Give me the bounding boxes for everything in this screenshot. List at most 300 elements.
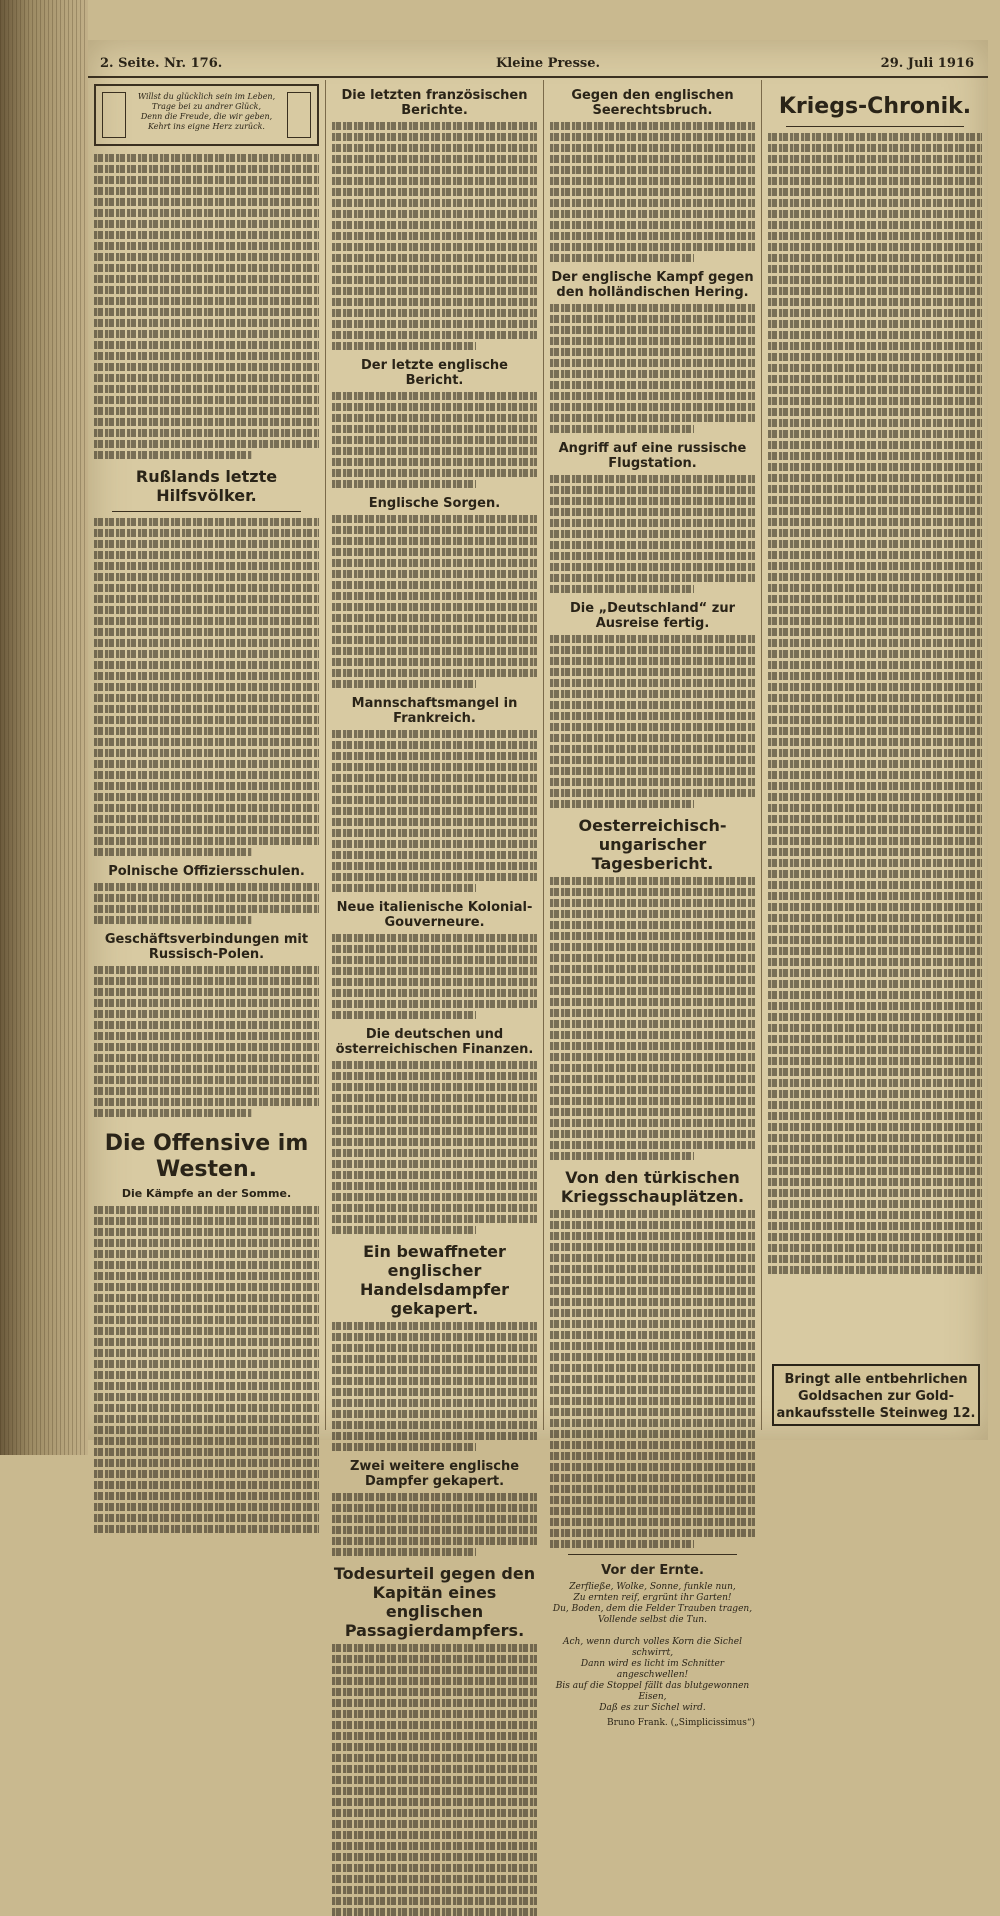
text-line bbox=[768, 540, 982, 548]
text-line bbox=[332, 155, 537, 163]
page-header bbox=[88, 54, 988, 78]
column-1 bbox=[88, 80, 326, 1430]
text-line bbox=[768, 1123, 982, 1131]
text-line bbox=[94, 429, 319, 437]
headline-deutschland: Die „Deutschland“ zur Ausreise fertig. bbox=[569, 601, 735, 631]
text-line bbox=[768, 298, 982, 306]
text-line bbox=[550, 1141, 755, 1149]
motto-box bbox=[94, 84, 319, 146]
text-line bbox=[94, 894, 319, 902]
text-line bbox=[550, 1031, 755, 1039]
text-line bbox=[332, 1377, 537, 1385]
text-line bbox=[94, 628, 319, 636]
text-line bbox=[550, 965, 755, 973]
text-line bbox=[94, 883, 319, 891]
text-line bbox=[94, 705, 319, 713]
text-line bbox=[332, 1820, 537, 1828]
text-line bbox=[332, 1732, 537, 1740]
text-line bbox=[332, 1094, 537, 1102]
gold-purchase-ad: Bringt alle entbehrlichen Goldsachen zur Gold-ankaufsstelle Steinweg 12. bbox=[772, 1364, 980, 1426]
text-line bbox=[332, 989, 537, 997]
text-line bbox=[550, 359, 755, 367]
text-line bbox=[550, 646, 755, 654]
text-line bbox=[768, 375, 982, 383]
text-line bbox=[768, 650, 982, 658]
text-line bbox=[550, 188, 755, 196]
text-line bbox=[332, 1366, 537, 1374]
text-line bbox=[332, 945, 537, 953]
headline-harvest-poem: Vor der Ernte. bbox=[601, 1563, 704, 1578]
text-line bbox=[332, 287, 537, 295]
text-line bbox=[550, 1221, 755, 1229]
divider bbox=[568, 1554, 737, 1555]
headline-austrian-report: Oesterreichisch-ungarischer Tagesbericht. bbox=[578, 816, 727, 873]
text-line bbox=[94, 966, 319, 974]
text-line bbox=[332, 537, 537, 545]
text-line bbox=[94, 418, 319, 426]
text-line bbox=[94, 1272, 319, 1280]
text-line bbox=[550, 1353, 755, 1361]
text-line bbox=[768, 1145, 982, 1153]
text-line bbox=[550, 734, 755, 742]
text-line bbox=[332, 1699, 537, 1707]
text-line bbox=[768, 441, 982, 449]
text-line bbox=[94, 341, 319, 349]
text-line bbox=[332, 741, 537, 749]
text-line bbox=[94, 1316, 319, 1324]
text-line bbox=[768, 738, 982, 746]
text-line bbox=[94, 1206, 319, 1214]
text-line bbox=[94, 694, 319, 702]
issue-date: 29. Juli 1916 bbox=[880, 56, 974, 71]
text-line bbox=[550, 745, 755, 753]
text-line bbox=[550, 1375, 755, 1383]
text-line bbox=[768, 1255, 982, 1263]
text-line bbox=[768, 936, 982, 944]
headline-herring: Der englische Kampf gegen den holländischen Hering. bbox=[551, 270, 754, 300]
text-line bbox=[94, 1426, 319, 1434]
text-line bbox=[768, 804, 982, 812]
text-line bbox=[332, 548, 537, 556]
text-line bbox=[550, 1331, 755, 1339]
text-line bbox=[94, 308, 319, 316]
text-line bbox=[332, 1666, 537, 1674]
text-line bbox=[768, 529, 982, 537]
text-line bbox=[94, 916, 252, 924]
text-line bbox=[768, 177, 982, 185]
text-line bbox=[332, 1116, 537, 1124]
text-line bbox=[768, 705, 982, 713]
text-line bbox=[332, 199, 537, 207]
text-line bbox=[768, 683, 982, 691]
text-line bbox=[550, 1086, 755, 1094]
text-line bbox=[332, 515, 537, 523]
text-line bbox=[768, 782, 982, 790]
text-line bbox=[332, 967, 537, 975]
text-line bbox=[550, 1020, 755, 1028]
headline-air-station: Angriff auf eine russische Flugstation. bbox=[558, 441, 747, 471]
text-line bbox=[550, 210, 755, 218]
text-line bbox=[332, 625, 537, 633]
text-line bbox=[332, 298, 537, 306]
text-line bbox=[332, 480, 476, 488]
text-line bbox=[94, 716, 319, 724]
text-line bbox=[94, 319, 319, 327]
text-line bbox=[94, 1481, 319, 1489]
text-line bbox=[332, 309, 537, 317]
text-line bbox=[332, 265, 537, 273]
text-line bbox=[332, 658, 537, 666]
text-line bbox=[332, 232, 537, 240]
text-line bbox=[94, 187, 319, 195]
text-line bbox=[768, 1068, 982, 1076]
text-line bbox=[332, 1831, 537, 1839]
text-line bbox=[550, 767, 755, 775]
text-line bbox=[332, 851, 537, 859]
text-line bbox=[768, 1101, 982, 1109]
text-line bbox=[768, 573, 982, 581]
text-line bbox=[94, 551, 319, 559]
text-line bbox=[332, 1226, 476, 1234]
text-line bbox=[550, 199, 755, 207]
text-line bbox=[94, 1415, 319, 1423]
text-line bbox=[332, 243, 537, 251]
text-line bbox=[768, 430, 982, 438]
text-line bbox=[768, 364, 982, 372]
text-line bbox=[332, 1204, 537, 1212]
text-line bbox=[94, 1010, 319, 1018]
text-line bbox=[94, 518, 319, 526]
text-line bbox=[332, 1504, 537, 1512]
text-line bbox=[94, 176, 319, 184]
text-line bbox=[550, 1452, 755, 1460]
text-line bbox=[768, 1046, 982, 1054]
text-line bbox=[768, 1211, 982, 1219]
text-line bbox=[94, 837, 319, 845]
text-line bbox=[332, 647, 537, 655]
text-line bbox=[332, 669, 537, 677]
text-line bbox=[550, 133, 755, 141]
text-line bbox=[332, 592, 537, 600]
text-line bbox=[332, 1515, 537, 1523]
text-line bbox=[768, 584, 982, 592]
text-line bbox=[94, 1261, 319, 1269]
text-line bbox=[550, 1243, 755, 1251]
text-line bbox=[768, 837, 982, 845]
text-line bbox=[332, 873, 537, 881]
text-line bbox=[94, 826, 319, 834]
text-line bbox=[332, 1655, 537, 1663]
text-line bbox=[332, 1149, 537, 1157]
text-line bbox=[94, 1437, 319, 1445]
text-line bbox=[550, 177, 755, 185]
text-line bbox=[550, 1397, 755, 1405]
text-line bbox=[550, 304, 755, 312]
text-line bbox=[768, 1222, 982, 1230]
text-line bbox=[332, 1644, 537, 1652]
text-line bbox=[768, 1079, 982, 1087]
text-line bbox=[332, 403, 537, 411]
text-line bbox=[768, 408, 982, 416]
text-line bbox=[550, 519, 755, 527]
headline-finances: Die deutschen und österreichischen Finanzen. bbox=[335, 1027, 534, 1057]
text-line bbox=[332, 1710, 537, 1718]
headline-polish-schools: Polnische Offiziersschulen. bbox=[108, 864, 305, 879]
text-line bbox=[94, 1514, 319, 1522]
text-line bbox=[768, 848, 982, 856]
text-line bbox=[768, 1200, 982, 1208]
text-line bbox=[94, 220, 319, 228]
text-line bbox=[94, 1305, 319, 1313]
text-line bbox=[332, 331, 537, 339]
text-line bbox=[550, 1232, 755, 1240]
headline-french-reports: Die letzten französischen Berichte. bbox=[341, 88, 528, 118]
text-line bbox=[332, 1160, 537, 1168]
text-line bbox=[94, 1360, 319, 1368]
text-line bbox=[94, 451, 252, 459]
text-line bbox=[332, 526, 537, 534]
text-line bbox=[94, 1109, 252, 1117]
text-line bbox=[332, 796, 537, 804]
text-line bbox=[332, 785, 537, 793]
text-line bbox=[94, 352, 319, 360]
headline-italian-governors: Neue italienische Kolonial-Gouverneure. bbox=[336, 900, 533, 930]
text-line bbox=[94, 1076, 319, 1084]
text-line bbox=[332, 392, 537, 400]
text-line bbox=[94, 374, 319, 382]
text-line bbox=[550, 1529, 755, 1537]
text-line bbox=[332, 1171, 537, 1179]
text-line bbox=[332, 978, 537, 986]
text-line bbox=[94, 1098, 319, 1106]
text-line bbox=[550, 1009, 755, 1017]
text-line bbox=[768, 1013, 982, 1021]
text-line bbox=[550, 1287, 755, 1295]
text-line bbox=[94, 1503, 319, 1511]
text-line bbox=[550, 998, 755, 1006]
text-line bbox=[550, 1342, 755, 1350]
text-line bbox=[94, 385, 319, 393]
text-line bbox=[94, 1043, 319, 1051]
text-line bbox=[332, 458, 537, 466]
text-line bbox=[332, 144, 537, 152]
text-line bbox=[768, 397, 982, 405]
text-line bbox=[94, 275, 319, 283]
text-line bbox=[768, 991, 982, 999]
headline-war-chronicle: Kriegs-Chronik. bbox=[778, 94, 972, 119]
text-line bbox=[768, 826, 982, 834]
text-line bbox=[332, 1410, 537, 1418]
text-line bbox=[94, 396, 319, 404]
text-line bbox=[768, 595, 982, 603]
text-line bbox=[768, 551, 982, 559]
text-line bbox=[768, 815, 982, 823]
text-line bbox=[332, 559, 537, 567]
text-line bbox=[768, 1189, 982, 1197]
text-line bbox=[332, 1548, 476, 1556]
text-line bbox=[332, 934, 537, 942]
text-line bbox=[332, 1443, 476, 1451]
text-line bbox=[768, 606, 982, 614]
text-line bbox=[550, 574, 755, 582]
text-line bbox=[94, 1228, 319, 1236]
headline-russia: Rußlands letzte Hilfsvölker. bbox=[135, 467, 278, 505]
text-line bbox=[550, 910, 755, 918]
text-line bbox=[94, 573, 319, 581]
text-line bbox=[768, 661, 982, 669]
text-line bbox=[550, 690, 755, 698]
text-line bbox=[94, 793, 319, 801]
text-line bbox=[550, 899, 755, 907]
text-line bbox=[768, 771, 982, 779]
text-line bbox=[550, 530, 755, 538]
text-line bbox=[332, 1182, 537, 1190]
ornament-icon bbox=[287, 92, 311, 138]
text-line bbox=[768, 133, 982, 141]
text-line bbox=[332, 603, 537, 611]
text-line bbox=[332, 840, 537, 848]
text-line bbox=[550, 1441, 755, 1449]
text-line bbox=[550, 508, 755, 516]
text-line bbox=[550, 723, 755, 731]
text-line bbox=[94, 661, 319, 669]
text-line bbox=[768, 1002, 982, 1010]
text-line bbox=[332, 614, 537, 622]
text-line bbox=[94, 782, 319, 790]
text-line bbox=[768, 1090, 982, 1098]
text-line bbox=[332, 1908, 537, 1916]
text-line bbox=[550, 1042, 755, 1050]
text-line bbox=[550, 1309, 755, 1317]
text-line bbox=[94, 738, 319, 746]
text-line bbox=[550, 315, 755, 323]
text-line bbox=[94, 999, 319, 1007]
text-line bbox=[332, 581, 537, 589]
text-line bbox=[94, 297, 319, 305]
text-line bbox=[550, 552, 755, 560]
text-line bbox=[332, 774, 537, 782]
text-line bbox=[94, 407, 319, 415]
text-line bbox=[550, 877, 755, 885]
text-line bbox=[94, 231, 319, 239]
text-line bbox=[768, 518, 982, 526]
text-line bbox=[550, 1108, 755, 1116]
text-line bbox=[332, 570, 537, 578]
text-line bbox=[94, 749, 319, 757]
text-line bbox=[94, 727, 319, 735]
text-line bbox=[94, 977, 319, 985]
headline-offensive: Die Offensive im Westen. bbox=[104, 1131, 309, 1182]
column-3 bbox=[544, 80, 762, 1728]
text-line bbox=[94, 1283, 319, 1291]
text-line bbox=[94, 1327, 319, 1335]
text-line bbox=[94, 529, 319, 537]
text-line bbox=[94, 264, 319, 272]
headline-death-sentence: Todesurteil gegen den Kapitän eines englischen Passagierdampfers. bbox=[333, 1564, 536, 1640]
text-line bbox=[94, 1021, 319, 1029]
text-line bbox=[94, 154, 319, 162]
text-line bbox=[550, 541, 755, 549]
text-line bbox=[550, 585, 694, 593]
text-line bbox=[332, 276, 537, 284]
text-line bbox=[768, 166, 982, 174]
text-line bbox=[550, 943, 755, 951]
text-line bbox=[94, 683, 319, 691]
text-line bbox=[550, 1130, 755, 1138]
headline-turkish-fronts: Von den türkischen Kriegsschauplätzen. bbox=[560, 1168, 745, 1206]
text-line bbox=[550, 701, 755, 709]
text-line bbox=[768, 672, 982, 680]
text-line bbox=[94, 562, 319, 570]
column-2 bbox=[326, 80, 544, 1640]
text-line bbox=[332, 1421, 537, 1429]
text-line bbox=[550, 679, 755, 687]
text-line bbox=[94, 330, 319, 338]
text-line bbox=[768, 419, 982, 427]
text-line bbox=[332, 818, 537, 826]
text-line bbox=[332, 1787, 537, 1795]
text-line bbox=[550, 425, 694, 433]
text-line bbox=[550, 144, 755, 152]
text-line bbox=[550, 1320, 755, 1328]
text-line bbox=[550, 155, 755, 163]
text-line bbox=[768, 232, 982, 240]
text-line bbox=[550, 1419, 755, 1427]
text-line bbox=[550, 1298, 755, 1306]
text-line bbox=[332, 188, 537, 196]
text-line bbox=[768, 760, 982, 768]
text-line bbox=[768, 903, 982, 911]
text-line bbox=[768, 331, 982, 339]
text-line bbox=[94, 1054, 319, 1062]
headline-armed-steamer: Ein bewaffneter englischer Handelsdampfer gekapert. bbox=[360, 1242, 509, 1318]
text-line bbox=[550, 1210, 755, 1218]
text-line bbox=[550, 1496, 755, 1504]
text-line bbox=[768, 1156, 982, 1164]
text-line bbox=[768, 1134, 982, 1142]
text-line bbox=[768, 210, 982, 218]
text-line bbox=[550, 392, 755, 400]
text-line bbox=[550, 497, 755, 505]
text-line bbox=[332, 1853, 537, 1861]
text-line bbox=[768, 452, 982, 460]
text-line bbox=[94, 165, 319, 173]
text-line bbox=[768, 309, 982, 317]
text-line bbox=[550, 1518, 755, 1526]
text-line bbox=[550, 1265, 755, 1273]
text-line bbox=[332, 1721, 537, 1729]
text-line bbox=[332, 1344, 537, 1352]
text-line bbox=[550, 1540, 694, 1548]
text-line bbox=[94, 440, 319, 448]
headline-sea-law: Gegen den englischen Seerechtsbruch. bbox=[571, 88, 734, 118]
text-line bbox=[94, 286, 319, 294]
text-line bbox=[768, 320, 982, 328]
text-line bbox=[550, 486, 755, 494]
text-line bbox=[94, 1338, 319, 1346]
text-line bbox=[768, 254, 982, 262]
text-line bbox=[94, 253, 319, 261]
text-line bbox=[332, 1809, 537, 1817]
text-line bbox=[768, 474, 982, 482]
text-line bbox=[768, 1035, 982, 1043]
text-line bbox=[768, 881, 982, 889]
text-line bbox=[550, 563, 755, 571]
subheadline-somme: Die Kämpfe an der Somme. bbox=[121, 1187, 292, 1200]
text-line bbox=[768, 386, 982, 394]
text-line bbox=[332, 636, 537, 644]
divider bbox=[786, 126, 964, 127]
